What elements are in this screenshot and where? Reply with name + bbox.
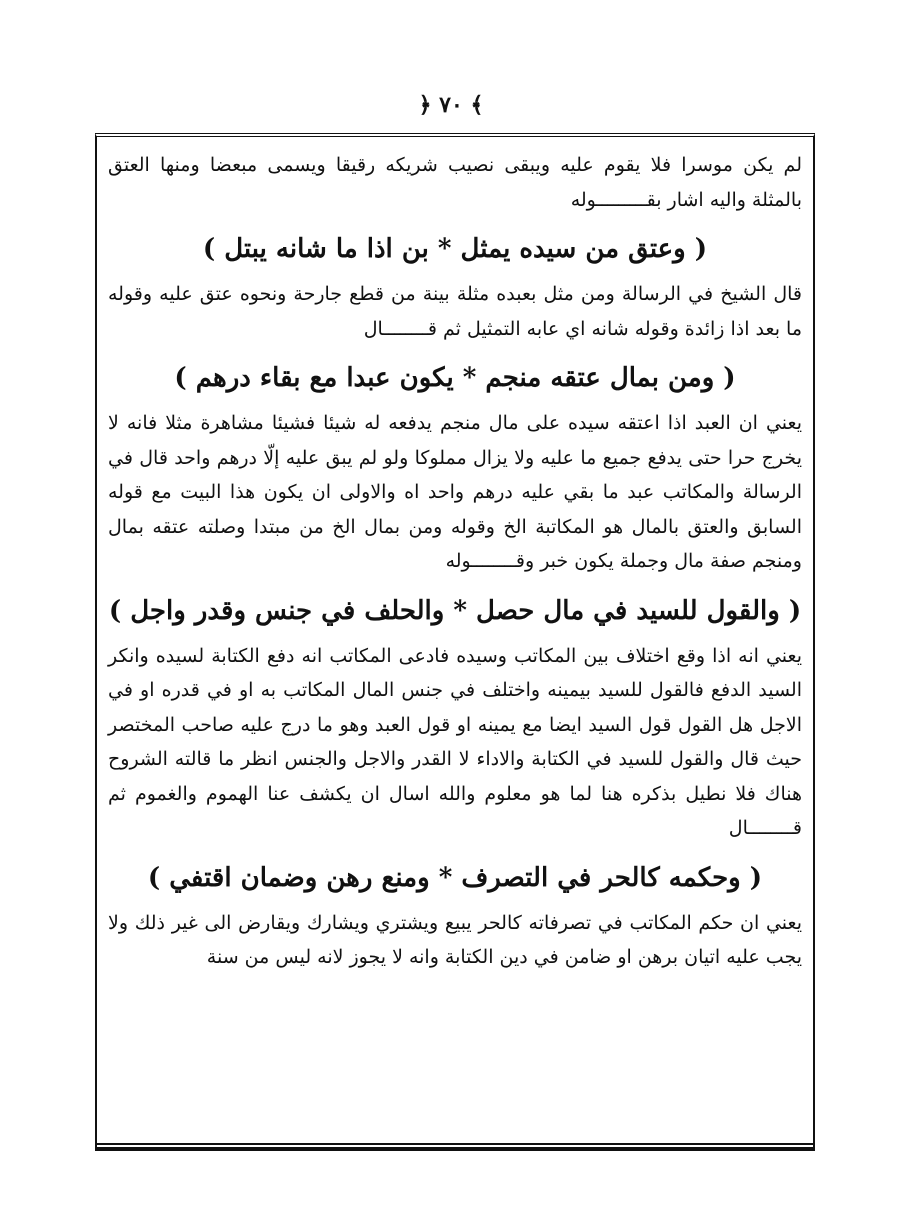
page-frame-bottom-rule — [95, 1143, 815, 1151]
verse-3: ( والقول للسيد في مال حصل * والحلف في جنس وقدر واجل ) — [108, 595, 802, 626]
paragraph-3: يعني ان العبد اذا اعتقه سيده على مال منجم يدفعه له شيئا فشيئا مشاهرة مثلا فانه لا يخرج حرا حتى يدفع جميع ما عليه ولا يزال مملوكا ولو لم يبق عليه إلّا درهم واحد قال في الرسالة والمكاتب عبد ما بقي عليه درهم واحد اه والاولى ان يكون هذا البيت مع قوله السابق والعتق بالمال هو المكاتبة الخ وقوله ومن بمال الخ من مبتدا وصلته عتقه بمال ومنجم صفة مال وجملة يكون خبر وقــــــــوله — [108, 412, 802, 572]
paragraph-5: يعني ان حكم المكاتب في تصرفاته كالحر يبيع ويشتري ويشارك ويقارض الى غير ذلك ولا يجب عليه اتيان برهن او ضامن في دين الكتابة وانه لا يجوز لانه ليس من سنة — [108, 911, 802, 968]
verse-2: ( ومن بمال عتقه منجم * يكون عبدا مع بقاء درهم ) — [174, 363, 736, 393]
page-content — [108, 148, 802, 975]
paragraph-4: يعني انه اذا وقع اختلاف بين المكاتب وسيده فادعى المكاتب انه دفع الكتابة لسيده وانكر السيد الدفع فالقول للسيد بيمينه واختلف في جنس المال المكاتب به او في قدره او في الاجل هل القول قول السيد ايضا مع يمينه او قول العبد وهو ما درج عليه صاحب المختصر حيث قال والقول للسيد في الكتابة والاداء لا القدر والاجل والجنس انظر ما قالته الشروح هناك فلا نطيل بذكره هنا لما هو معلوم والله اسال ان يكشف عنا الهموم والغموم ثم قــــــــال — [108, 644, 802, 839]
paragraph-1: لم يكن موسرا فلا يقوم عليه ويبقى نصيب شريكه رقيقا ويسمى مبعضا ومنها العتق بالمثلة واليه اشار بقـــــــــوله — [108, 154, 802, 211]
paragraph-2: قال الشيخ في الرسالة ومن مثل بعبده مثلة بينة من قطع جارحة ونحوه عتق عليه وقوله ما بعد اذا زائدة وقوله شانه اي عابه التمثيل ثم قــــــــال — [108, 283, 802, 340]
page-number: ﴿ ٧٠ ﴾ — [418, 92, 484, 118]
verse-4: ( وحكمه كالحر في التصرف * ومنع رهن وضمان اقتفي ) — [147, 862, 763, 893]
verse-1: ( وعتق من سيده يمثل * بن اذا ما شانه يبتل ) — [202, 234, 708, 264]
